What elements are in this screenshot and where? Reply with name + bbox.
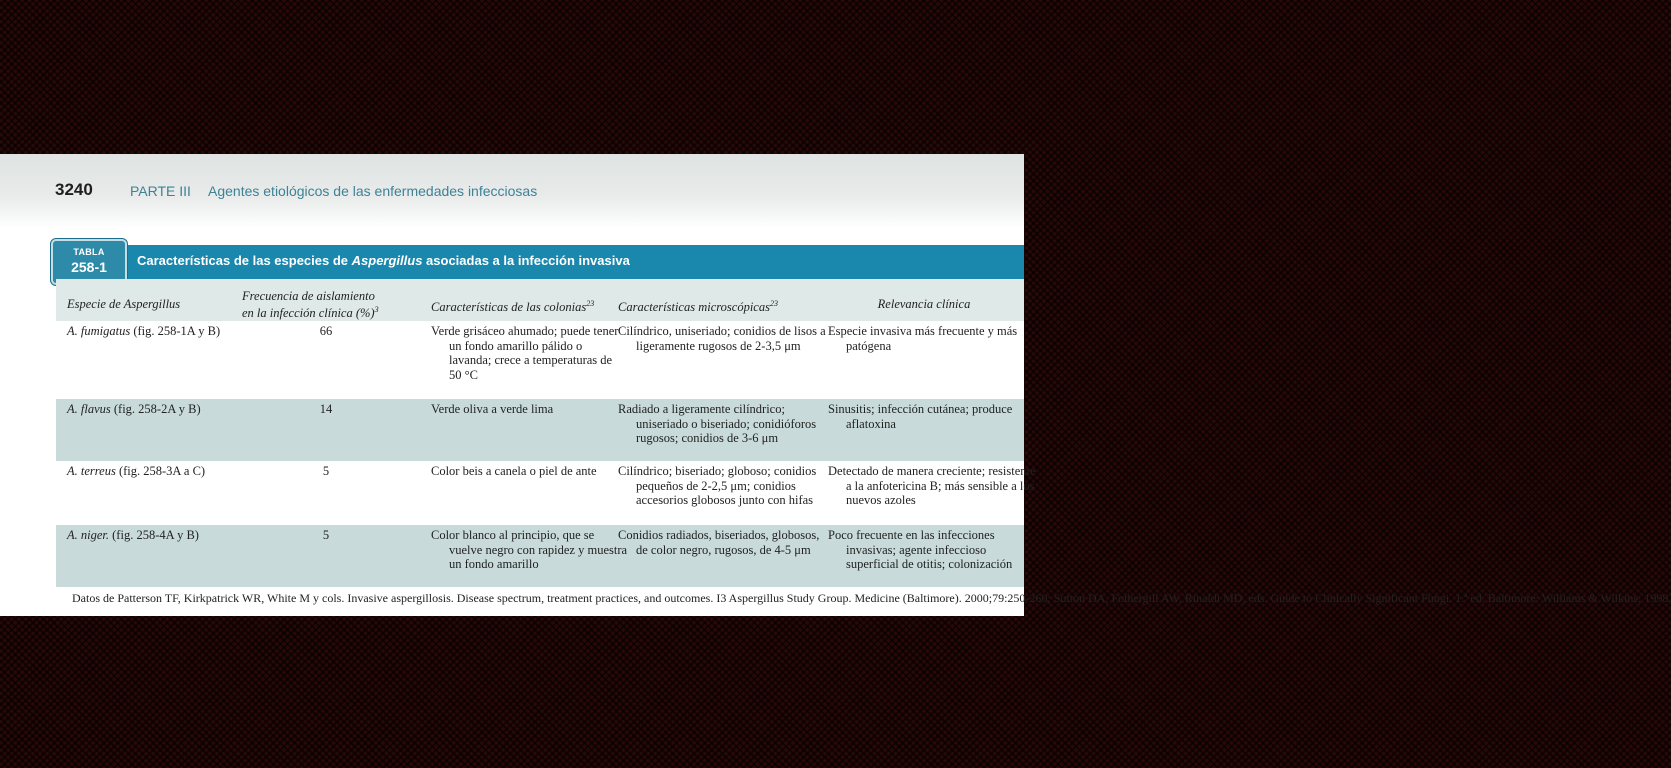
table-row bbox=[56, 525, 1024, 587]
colonies-cell: Verde oliva a verde lima bbox=[431, 402, 554, 416]
microscopic-cell: Radiado a ligeramente cilíndrico; uniseriado o biseriado; conidióforos rugosos; conidios de 3-6 μm bbox=[618, 402, 817, 445]
table-title-genus: Aspergillus bbox=[351, 253, 423, 268]
colonies-cell: Color beis a canela o piel de ante bbox=[431, 464, 597, 478]
header-frequency-sup: 3 bbox=[374, 305, 379, 314]
species-name: A. fumigatus bbox=[67, 324, 131, 338]
header-microscopic-sup: 23 bbox=[769, 299, 778, 308]
species-figure-ref: (fig. 258-3A a C) bbox=[115, 464, 206, 478]
relevance-cell: Detectado de manera creciente; resistente a la anfotericina B; más sensible a los nuevos azoles bbox=[828, 464, 1036, 507]
header-microscopic-label: Características microscópicas bbox=[618, 300, 770, 315]
relevance-cell: Sinusitis; infección cutánea; produce aflatoxina bbox=[828, 402, 1013, 431]
colonies-cell: Verde grisáceo ahumado; puede tener un fondo amarillo pálido o lavanda; crece a temperaturas de 50 °C bbox=[431, 324, 619, 382]
header-microscopic bbox=[618, 297, 823, 314]
header-frequency-line2: en la infección clínica (%) bbox=[242, 306, 375, 321]
page-number: 3240 bbox=[55, 180, 93, 199]
badge-label: TABLA bbox=[73, 247, 105, 257]
microscopic-cell: Conidios radiados, biseriados, globosos, de color negro, rugosos, de 4-5 μm bbox=[618, 528, 820, 557]
species-figure-ref: (fig. 258-4A y B) bbox=[109, 528, 199, 542]
microscopic-cell: Cilíndrico; biseriado; globoso; conidios pequeños de 2-2,5 μm; conidios accesorios globosos junto con hifas bbox=[618, 464, 817, 507]
header-species: Especie de Aspergillus bbox=[67, 297, 181, 311]
table-title-prefix: Características de las especies de bbox=[137, 253, 352, 268]
species-cell bbox=[67, 464, 237, 479]
table-row bbox=[56, 399, 1024, 461]
species-cell bbox=[67, 324, 237, 339]
header-colonies bbox=[431, 297, 616, 314]
header-relevance: Relevancia clínica bbox=[877, 297, 971, 311]
book-page bbox=[0, 154, 1671, 616]
relevance-cell: Especie invasiva más frecuente y más patógena bbox=[828, 324, 1018, 353]
table-row bbox=[56, 461, 1036, 525]
species-cell bbox=[67, 528, 237, 543]
table-row bbox=[56, 321, 1024, 399]
frequency-cell: 66 bbox=[319, 324, 333, 338]
species-name: A. flavus bbox=[67, 402, 111, 416]
species-name: A. terreus bbox=[67, 464, 116, 478]
frequency-cell: 5 bbox=[322, 528, 330, 542]
relevance-cell: Poco frecuente en las infecciones invasivas; agente infeccioso superficial de otitis; colonización bbox=[828, 528, 1013, 571]
table-title-suffix: asociadas a la infección invasiva bbox=[422, 253, 630, 268]
frequency-cell: 14 bbox=[319, 402, 333, 416]
header-colonies-label: Características de las colonias bbox=[431, 300, 587, 315]
table-title bbox=[137, 253, 630, 268]
part-label: PARTE III bbox=[130, 183, 191, 199]
table-header-row bbox=[56, 279, 1024, 321]
section-title: Agentes etiológicos de las enfermedades infecciosas bbox=[208, 183, 538, 199]
header-colonies-sup: 23 bbox=[586, 299, 595, 308]
microscopic-cell: Cilíndrico, uniseriado; conidios de lisos a ligeramente rugosos de 2-3,5 μm bbox=[618, 324, 826, 353]
header-frequency-line1: Frecuencia de aislamiento bbox=[242, 289, 375, 303]
species-cell bbox=[67, 402, 237, 417]
species-name: A. niger. bbox=[67, 528, 110, 542]
species-figure-ref: (fig. 258-2A y B) bbox=[110, 402, 201, 416]
table-footnote: Datos de Patterson TF, Kirkpatrick WR, White M y cols. Invasive aspergillosis. Disease spectrum, treatment practices, and outcomes. I3 Aspergillus Study Group. Medicine (Baltimore). 2000;79:250-260; Sutton DA, Fothergill AW, Rinaldi MD, eds. Guide to Clinically Significant Fungi. 1.ª ed. Baltimore: Williams & Wilkins; 1998. bbox=[72, 591, 1671, 605]
frequency-cell: 5 bbox=[322, 464, 330, 478]
page-header bbox=[0, 154, 1024, 229]
species-figure-ref: (fig. 258-1A y B) bbox=[130, 324, 221, 338]
colonies-cell: Color blanco al principio, que se vuelve negro con rapidez y muestra un fondo amarillo bbox=[431, 528, 628, 571]
header-frequency bbox=[242, 289, 412, 320]
badge-number: 258-1 bbox=[71, 259, 107, 275]
